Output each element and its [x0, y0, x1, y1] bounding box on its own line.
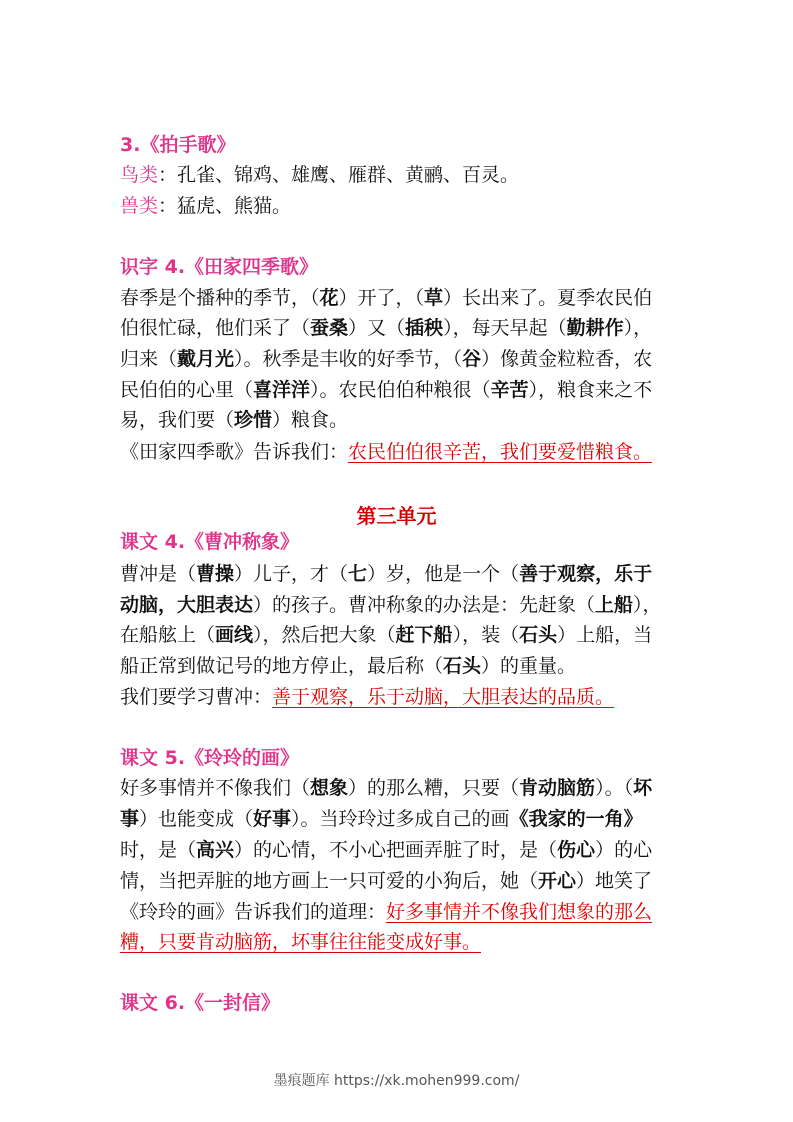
- text-run: 曹冲是（: [120, 563, 197, 585]
- text-line: [120, 590, 662, 620]
- text-line: [120, 804, 643, 834]
- text-line: [120, 405, 348, 435]
- text-run: ）长出来了。夏季农民伯: [443, 287, 653, 309]
- text-run: ）。当玲玲过多成自己的画: [291, 808, 510, 830]
- answer-bold: 喜洋洋: [253, 379, 311, 401]
- text-run: 易，我们要（: [120, 409, 235, 431]
- text-run: ）开了，（: [338, 287, 425, 309]
- beasts-line: [120, 191, 291, 221]
- text-run: ）粮食。: [272, 409, 349, 431]
- summary-answer: 好多事情并不像我们想象的那么: [386, 901, 653, 923]
- text-run: ）。农民伯伯种粮很（: [310, 379, 491, 401]
- text-run: ）的那么糟，只要（: [348, 777, 520, 799]
- text-line: [120, 866, 652, 896]
- lesson-summary-line: [120, 437, 652, 467]
- birds-line: [120, 160, 519, 190]
- answer-bold: 坏: [633, 777, 653, 799]
- text-run: ），: [623, 317, 653, 339]
- text-run: ）岁，他是一个（: [367, 563, 520, 585]
- section-title-paishou: 3.《拍手歌》: [120, 134, 236, 156]
- summary-answer: 糟，只要肯动脑筋，坏事往往能变成好事。: [120, 931, 482, 953]
- answer-bold: 画线: [215, 624, 254, 646]
- text-run: ）。秋季是丰收的好季节，（: [234, 348, 463, 370]
- answer-bold: 赶下船: [395, 624, 453, 646]
- text-run: ），然后把大象（: [253, 624, 396, 646]
- lesson-summary-line: [120, 927, 481, 957]
- text-line: [120, 835, 652, 865]
- answer-bold: 肯动脑筋: [519, 777, 596, 799]
- text-line: [120, 620, 652, 650]
- beasts-text: ：猛虎、熊猫。: [158, 195, 292, 217]
- text-run: 归来（: [120, 348, 178, 370]
- summary-prefix: 《田家四季歌》告诉我们：: [120, 441, 349, 463]
- footer-watermark: 墨痕题库 https://xk.mohen999.com/: [273, 1073, 520, 1089]
- lesson-summary-line: [120, 682, 614, 712]
- answer-bold: 善于观察，乐于: [519, 563, 653, 585]
- answer-bold: 曹操: [196, 563, 235, 585]
- section-title-lingling: 课文 5.《玲玲的画》: [120, 747, 300, 769]
- text-run: ）的重量。: [481, 655, 577, 677]
- beasts-label: 兽类: [120, 195, 159, 217]
- text-run: 船正常到做记号的地方停止，最后称（: [120, 655, 444, 677]
- text-run: 民伯伯的心里（: [120, 379, 254, 401]
- answer-bold: 勤耕作: [566, 317, 624, 339]
- text-run: 情，当把弄脏的地方画上一只可爱的小狗后，她（: [120, 870, 539, 892]
- text-line: [120, 344, 652, 374]
- text-run: ）像黄金粒粒香，农: [481, 348, 653, 370]
- text-run: ）。（: [595, 777, 634, 799]
- answer-bold: 石头: [443, 655, 482, 677]
- birds-label: 鸟类: [120, 164, 159, 186]
- answer-bold: 好事: [253, 808, 292, 830]
- section-title-yifengxin: 课文 6.《一封信》: [120, 992, 281, 1014]
- answer-bold: 珍惜: [234, 409, 273, 431]
- answer-bold: 蚕桑: [310, 317, 349, 339]
- answer-bold: 《我家的一角》: [509, 808, 643, 830]
- answer-bold: 辛苦: [490, 379, 529, 401]
- lesson-summary-line: [120, 897, 652, 927]
- text-line: [120, 651, 576, 681]
- text-line: [120, 283, 652, 313]
- text-run: ）也能变成（: [139, 808, 254, 830]
- text-run: 春季是个播种的季节，（: [120, 287, 320, 309]
- text-run: 时，是（: [120, 839, 197, 861]
- unit-heading: 第三单元: [356, 504, 437, 528]
- text-run: ），装（: [452, 624, 520, 646]
- text-line: [120, 313, 652, 343]
- text-run: ）的心: [595, 839, 653, 861]
- text-run: ），: [633, 594, 662, 616]
- birds-text: ：孔雀、锦鸡、雄鹰、雁群、黄鹂、百灵。: [158, 164, 520, 186]
- text-run: ）的心情，不小心把画弄脏了时，是（: [234, 839, 558, 861]
- answer-bold: 动脑，大胆表达: [120, 594, 254, 616]
- text-line: [120, 559, 652, 589]
- answer-bold: 事: [120, 808, 140, 830]
- text-run: ）又（: [348, 317, 406, 339]
- answer-bold: 想象: [310, 777, 349, 799]
- answer-bold: 戴月光: [177, 348, 235, 370]
- text-run: ），每天早起（: [443, 317, 567, 339]
- text-run: ）地笑了: [576, 870, 653, 892]
- answer-bold: 石头: [519, 624, 558, 646]
- text-run: ），粮食来之不: [528, 379, 653, 401]
- text-run: ）的孩子。曹冲称象的办法是：先赶象（: [253, 594, 596, 616]
- answer-bold: 七: [348, 563, 368, 585]
- text-run: ）儿子，才（: [234, 563, 349, 585]
- summary-prefix: 《玲玲的画》告诉我们的道理：: [120, 901, 387, 923]
- answer-bold: 高兴: [196, 839, 235, 861]
- answer-bold: 上船: [595, 594, 634, 616]
- summary-answer: 善于观察，乐于动脑，大胆表达的品质。: [272, 686, 615, 708]
- summary-answer: 农民伯伯很辛苦，我们要爱惜粮食。: [348, 441, 653, 463]
- text-line: [120, 375, 652, 405]
- section-title-tianjia: 识字 4.《田家四季歌》: [120, 256, 319, 278]
- summary-prefix: 我们要学习曹冲：: [120, 686, 273, 708]
- answer-bold: 开心: [538, 870, 577, 892]
- text-run: 伯很忙碌，他们采了（: [120, 317, 311, 339]
- text-run: 在船舷上（: [120, 624, 216, 646]
- answer-bold: 谷: [462, 348, 482, 370]
- text-run: 好多事情并不像我们（: [120, 777, 311, 799]
- text-line: [120, 773, 652, 803]
- answer-bold: 伤心: [557, 839, 596, 861]
- answer-bold: 花: [319, 287, 339, 309]
- section-title-caochong: 课文 4.《曹冲称象》: [120, 531, 300, 553]
- answer-bold: 草: [424, 287, 444, 309]
- text-run: ）上船，当: [557, 624, 653, 646]
- answer-bold: 插秧: [405, 317, 444, 339]
